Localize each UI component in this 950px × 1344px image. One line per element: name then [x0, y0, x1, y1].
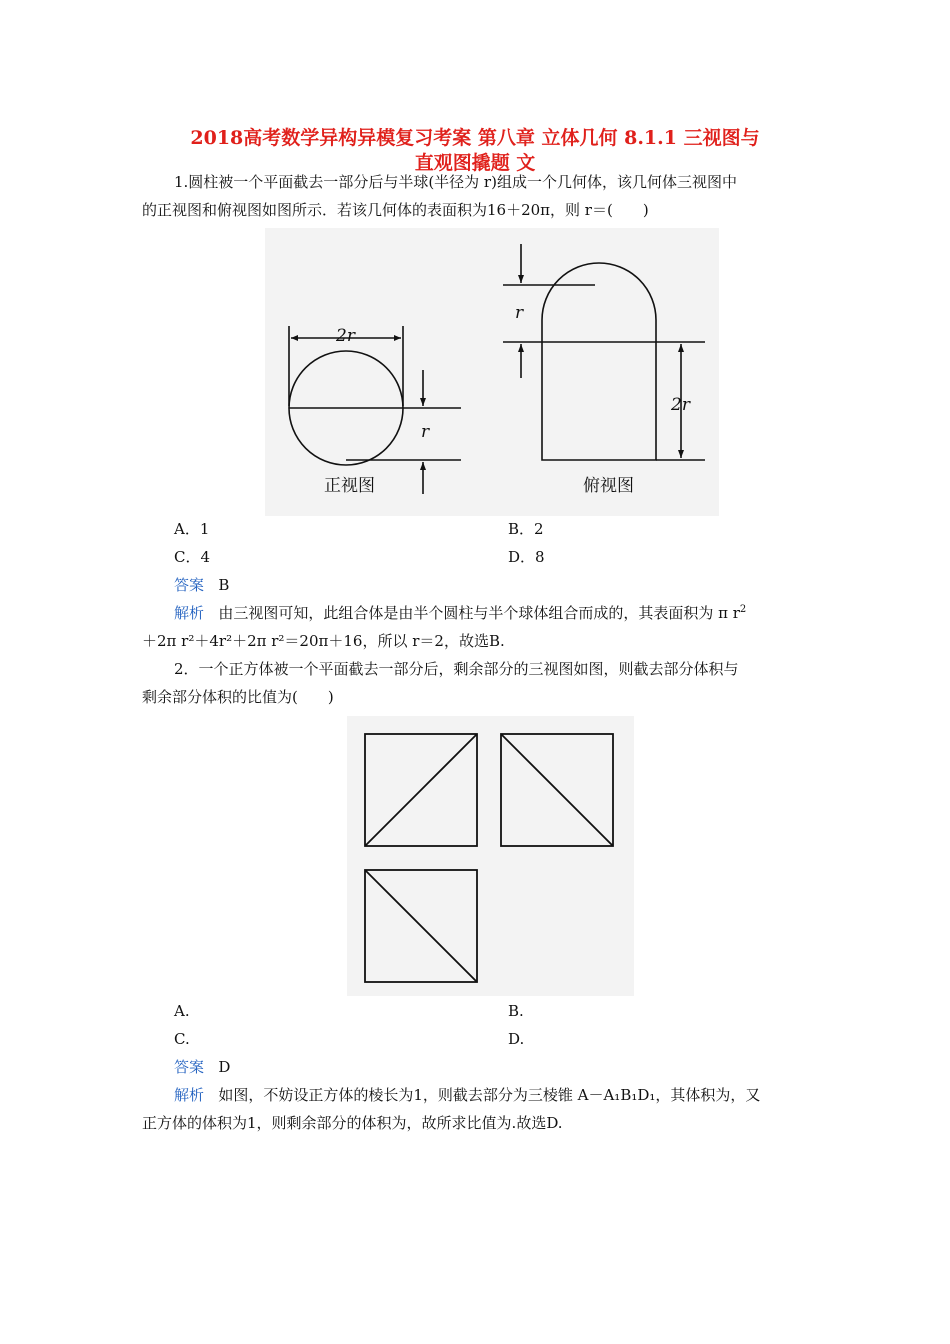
q1-option-d: D．8 — [508, 548, 545, 566]
dim-r-label-front: r — [421, 422, 430, 442]
q2-stem-line-1: 2．一个正方体被一个平面截去一部分后，剩余部分的三视图如图，则截去部分体积与 — [174, 660, 739, 678]
q1-answer-label: 答案 — [174, 576, 205, 594]
q2-option-d: D. — [508, 1030, 525, 1048]
top-view-outline — [542, 263, 656, 460]
dim-2r-label-front: 2r — [336, 326, 355, 346]
q2-option-c: C. — [174, 1030, 190, 1048]
q2-analysis-line-1: 如图，不妨设正方体的棱长为1，则截去部分为三棱锥 A－A₁B₁D₁，其体积为，又 — [218, 1086, 761, 1104]
q2-answer-value: D — [218, 1058, 231, 1076]
view-diagonal-3 — [365, 870, 477, 982]
view-diagonal-2 — [501, 734, 613, 846]
q2-answer — [174, 1057, 230, 1077]
view-diagonal-1 — [365, 734, 477, 846]
q1-stem-line-2: 的正视图和俯视图如图所示．若该几何体的表面积为16＋20π，则 r＝( ) — [142, 201, 649, 219]
q1-answer-value: B — [218, 576, 230, 594]
q1-stem-line-1: 1.圆柱被一个平面截去一部分后与半球(半径为 r)组成一个几何体，该几何体三视图中 — [174, 173, 737, 191]
arrowheads — [291, 275, 684, 470]
q1-analysis: 解析 由三视图可知，此组合体是由半个圆柱与半个球体组合而成的，其表面积为 π $r^2$ — [174, 604, 747, 622]
q2-three-view-diagram — [347, 716, 634, 996]
q2-stem-line-2: 剩余部分体积的比值为( ) — [142, 688, 334, 706]
q1-figure — [265, 228, 719, 516]
dim-r-label-top: r — [515, 303, 524, 323]
q2-figure — [347, 716, 634, 996]
q1-option-a: A．1 — [174, 520, 210, 538]
top-view-label: 俯视图 — [583, 476, 634, 496]
title-line-2: 直观图撬题 文 — [414, 152, 536, 174]
q2-analysis-label: 解析 — [174, 1086, 205, 1104]
q1-analysis-line-2: ＋2π r²＋4r²＋2π r²＝20π＋16，所以 r＝2，故选B. — [142, 632, 505, 650]
q1-analysis-label: 解析 — [174, 604, 205, 622]
q2-analysis-line-2: 正方体的体积为1，则剩余部分的体积为，故所求比值为.故选D. — [142, 1114, 563, 1132]
q2-option-b: B. — [508, 1002, 524, 1020]
page-title — [120, 126, 830, 176]
q1-answer — [174, 575, 229, 595]
q2-analysis — [174, 1085, 760, 1105]
q2-option-a: A. — [174, 1002, 190, 1020]
q1-analysis-line-1: 由三视图可知，此组合体是由半个圆柱与半个球体组合而成的，其表面积为 π r — [218, 604, 740, 622]
title-line-1: 2018高考数学异构异模复习考案 第八章 立体几何 8.1.1 三视图与 — [190, 127, 760, 149]
q2-answer-label: 答案 — [174, 1058, 205, 1076]
q1-option-c: C．4 — [174, 548, 211, 566]
q1-three-view-diagram — [265, 228, 719, 516]
front-view-label: 正视图 — [324, 476, 375, 496]
q1-option-b: B．2 — [508, 520, 544, 538]
dim-2r-label-top: 2r — [671, 395, 690, 415]
